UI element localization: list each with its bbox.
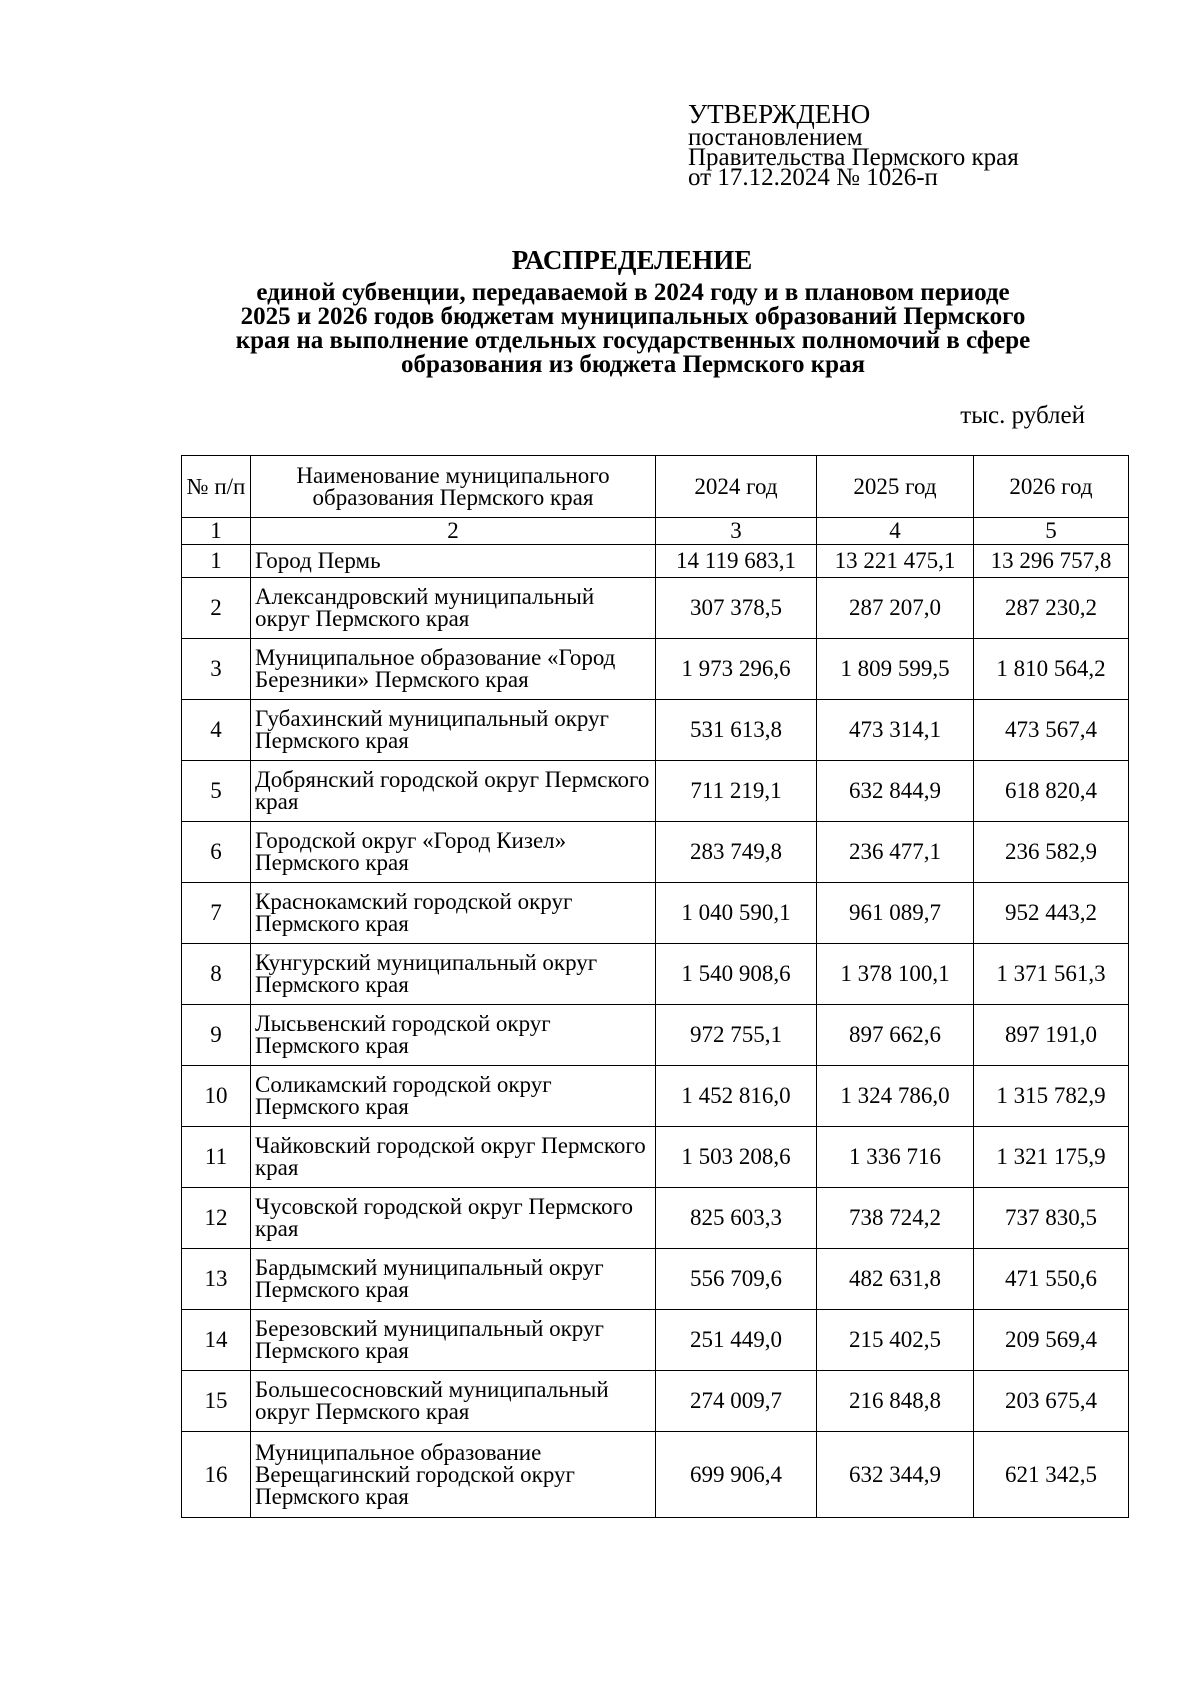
document-title: РАСПРЕДЕЛЕНИЕ [511,245,753,275]
municipality-name: Соликамский городской округ Пермского края [251,1066,656,1127]
row-number: 6 [182,822,251,883]
value-2026: 1 315 782,9 [974,1066,1129,1127]
table-header-row [182,456,1129,518]
value-2024: 1 452 816,0 [656,1066,817,1127]
value-2026: 621 342,5 [974,1432,1129,1518]
header-2025: 2025 год [817,456,974,518]
value-2024: 307 378,5 [656,578,817,639]
row-number: 1 [182,545,251,578]
value-2024: 531 613,8 [656,700,817,761]
row-number: 14 [182,1310,251,1371]
row-number: 16 [182,1432,251,1518]
value-2025: 473 314,1 [817,700,974,761]
approval-line-4: от 17.12.2024 № 1026-п [688,164,938,191]
value-2024: 14 119 683,1 [656,545,817,578]
value-2025: 1 324 786,0 [817,1066,974,1127]
value-2024: 274 009,7 [656,1371,817,1432]
column-index-row [182,518,1129,545]
units-label: тыс. рублей [960,402,1085,429]
document-subtitle [178,281,1088,377]
column-index: 2 [251,518,656,545]
municipality-name: Городской округ «Город Кизел» Пермского края [251,822,656,883]
value-2025: 482 631,8 [817,1249,974,1310]
row-number: 4 [182,700,251,761]
municipality-name: Краснокамский городской округ Пермского края [251,883,656,944]
municipality-name: Муниципальное образование Верещагинский городской округ Пермского края [251,1432,656,1518]
approval-line-3: Правительства Пермского края [688,144,1019,171]
table-row [182,1066,1129,1127]
value-2025: 632 344,9 [817,1432,974,1518]
row-number: 11 [182,1127,251,1188]
row-number: 15 [182,1371,251,1432]
approval-heading: УТВЕРЖДЕНО [688,99,871,129]
value-2026: 737 830,5 [974,1188,1129,1249]
subtitle-line-1: единой субвенции, передаваемой в 2024 году и в плановом периоде [256,279,1010,306]
municipality-name: Березовский муниципальный округ Пермского края [251,1310,656,1371]
header-2024: 2024 год [656,456,817,518]
municipality-name: Чайковский городской округ Пермского края [251,1127,656,1188]
table-row [182,700,1129,761]
value-2026: 618 820,4 [974,761,1129,822]
value-2025: 1 336 716 [817,1127,974,1188]
table-row [182,578,1129,639]
value-2025: 738 724,2 [817,1188,974,1249]
table-row [182,1188,1129,1249]
table-row [182,639,1129,700]
value-2024: 283 749,8 [656,822,817,883]
column-index: 4 [817,518,974,545]
value-2024: 1 503 208,6 [656,1127,817,1188]
value-2025: 1 378 100,1 [817,944,974,1005]
value-2026: 1 810 564,2 [974,639,1129,700]
subtitle-line-3: края на выполнение отдельных государственных полномочий в сфере [235,327,1031,354]
table-row [182,1005,1129,1066]
approval-stamp [688,99,1019,191]
table-row [182,1310,1129,1371]
value-2026: 287 230,2 [974,578,1129,639]
value-2025: 13 221 475,1 [817,545,974,578]
municipality-name: Добрянский городской округ Пермского края [251,761,656,822]
municipality-name: Губахинский муниципальный округ Пермского края [251,700,656,761]
table-row [182,761,1129,822]
value-2026: 209 569,4 [974,1310,1129,1371]
table-row [182,944,1129,1005]
value-2025: 215 402,5 [817,1310,974,1371]
header-name: Наименование муниципального образования Пермского края [251,456,656,518]
value-2025: 897 662,6 [817,1005,974,1066]
row-number: 13 [182,1249,251,1310]
row-number: 3 [182,639,251,700]
table-row [182,1432,1129,1518]
subtitle-line-2: 2025 и 2026 годов бюджетам муниципальных образований Пермского [240,303,1026,330]
value-2025: 632 844,9 [817,761,974,822]
table-row [182,1249,1129,1310]
municipality-name: Лысьвенский городской округ Пермского края [251,1005,656,1066]
value-2025: 236 477,1 [817,822,974,883]
column-index: 3 [656,518,817,545]
value-2026: 952 443,2 [974,883,1129,944]
row-number: 5 [182,761,251,822]
value-2025: 1 809 599,5 [817,639,974,700]
value-2026: 203 675,4 [974,1371,1129,1432]
value-2024: 251 449,0 [656,1310,817,1371]
row-number: 10 [182,1066,251,1127]
municipality-name: Александровский муниципальный округ Пермского края [251,578,656,639]
value-2026: 473 567,4 [974,700,1129,761]
table-row [182,1127,1129,1188]
value-2026: 1 321 175,9 [974,1127,1129,1188]
value-2025: 287 207,0 [817,578,974,639]
municipality-name: Город Пермь [251,545,656,578]
row-number: 12 [182,1188,251,1249]
table-body [182,545,1129,1518]
value-2025: 216 848,8 [817,1371,974,1432]
value-2024: 556 709,6 [656,1249,817,1310]
table-row [182,822,1129,883]
value-2024: 972 755,1 [656,1005,817,1066]
header-2026: 2026 год [974,456,1129,518]
header-number: № п/п [182,456,251,518]
municipality-name: Бардымский муниципальный округ Пермского края [251,1249,656,1310]
municipality-name: Кунгурский муниципальный округ Пермского края [251,944,656,1005]
row-number: 7 [182,883,251,944]
row-number: 2 [182,578,251,639]
column-index: 1 [182,518,251,545]
approval-line-2: постановлением [688,124,863,151]
value-2026: 897 191,0 [974,1005,1129,1066]
value-2026: 1 371 561,3 [974,944,1129,1005]
value-2024: 825 603,3 [656,1188,817,1249]
value-2024: 711 219,1 [656,761,817,822]
value-2025: 961 089,7 [817,883,974,944]
table-row [182,883,1129,944]
value-2024: 699 906,4 [656,1432,817,1518]
value-2026: 236 582,9 [974,822,1129,883]
column-index: 5 [974,518,1129,545]
value-2026: 13 296 757,8 [974,545,1129,578]
municipality-name: Муниципальное образование «Город Березники» Пермского края [251,639,656,700]
value-2024: 1 540 908,6 [656,944,817,1005]
row-number: 8 [182,944,251,1005]
value-2024: 1 973 296,6 [656,639,817,700]
table-row [182,545,1129,578]
value-2024: 1 040 590,1 [656,883,817,944]
subtitle-line-4: образования из бюджета Пермского края [400,351,866,378]
distribution-table [181,455,1129,1518]
row-number: 9 [182,1005,251,1066]
table-row [182,1371,1129,1432]
municipality-name: Большесосновский муниципальный округ Пермского края [251,1371,656,1432]
value-2026: 471 550,6 [974,1249,1129,1310]
municipality-name: Чусовской городской округ Пермского края [251,1188,656,1249]
